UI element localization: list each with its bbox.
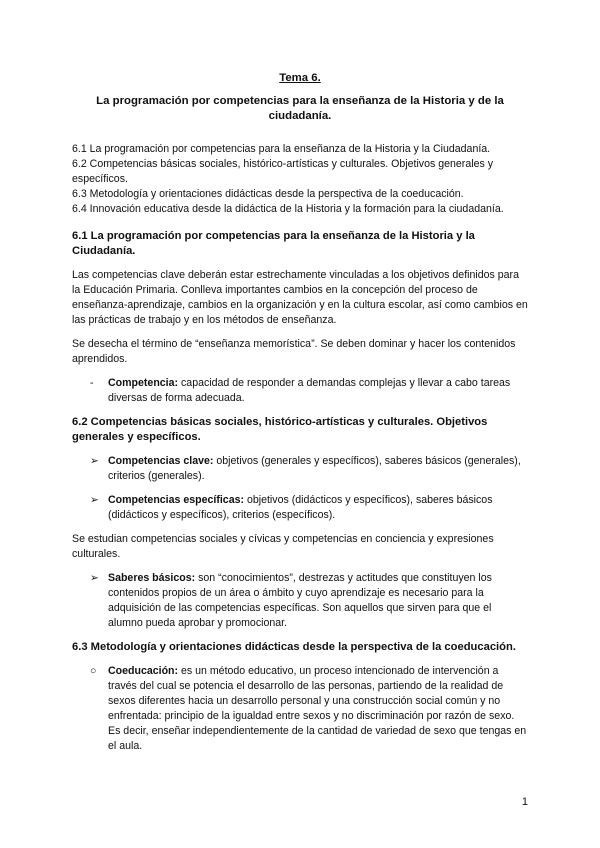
- bullet-text: son “conocimientos”, destrezas y actitudes que constituyen los contenidos propios de un área o ámbito y cuyo aprendizaje es necesario para la adquisición de las competencias específicas. Son aquellos que sirven para que el alumno pueda aprobar y promocionar.: [108, 572, 492, 629]
- toc-item: 6.4 Innovación educativa desde la didáctica de la Historia y la formación para la ciudadanía.: [72, 203, 504, 215]
- table-of-contents: [72, 142, 528, 217]
- bullet-term: Saberes básicos:: [108, 572, 196, 584]
- bullet-term: Competencias específicas:: [108, 494, 245, 506]
- page-number: 1: [521, 796, 528, 808]
- toc-item: 6.2 Competencias básicas sociales, histórico-artísticas y culturales. Objetivos generales y específicos.: [72, 158, 493, 185]
- section-heading-6-1: 6.1 La programación por competencias para la enseñanza de la Historia y la Ciudadanía.: [72, 230, 475, 257]
- arrow-bullet-icon: ➢: [90, 494, 99, 506]
- bullet-item: [72, 493, 528, 523]
- bullet-term: Competencias clave:: [108, 455, 214, 467]
- bullet-item: [72, 664, 528, 754]
- arrow-bullet-icon: ➢: [90, 572, 99, 584]
- bullet-text: capacidad de responder a demandas complejas y llevar a cabo tareas diversas de forma adecuada.: [108, 377, 511, 404]
- bullet-item: [72, 454, 528, 484]
- paragraph: Se estudian competencias sociales y cívicas y competencias en conciencia y expresiones culturales.: [72, 533, 494, 560]
- toc-item: 6.1 La programación por competencias para la enseñanza de la Historia y la Ciudadanía.: [72, 143, 491, 155]
- bullet-text: objetivos (generales y específicos), saberes básicos (generales), criterios (generales).: [108, 455, 521, 482]
- section-heading-6-3: 6.3 Metodología y orientaciones didácticas desde la perspectiva de la coeducación.: [72, 641, 516, 653]
- toc-item: 6.3 Metodología y orientaciones didácticas desde la perspectiva de la coeducación.: [72, 188, 464, 200]
- bullet-item: [72, 376, 528, 406]
- section-heading-6-2: 6.2 Competencias básicas sociales, histórico-artísticas y culturales. Objetivos generales y específicos.: [72, 416, 488, 443]
- paragraph: Las competencias clave deberán estar estrechamente vinculadas a los objetivos definidos para la Educación Primaria. Conlleva importantes cambios en la concepción del proceso de enseñanza-aprendizaje, cambios en la organización y en la cultura escolar, así como cambios en las prácticas de trabajo y en los métodos de enseñanza.: [72, 269, 528, 326]
- topic-title: Tema 6.: [279, 72, 321, 84]
- arrow-bullet-icon: ➢: [90, 455, 99, 467]
- paragraph: Se desecha el término de “enseñanza memorística”. Se deben dominar y hacer los contenidos aprendidos.: [72, 338, 516, 365]
- dash-bullet-icon: -: [90, 377, 94, 389]
- document-title: La programación por competencias para la enseñanza de la Historia y de la ciudadanía.: [96, 95, 504, 122]
- bullet-term: Coeducación:: [108, 665, 179, 677]
- circle-bullet-icon: ○: [90, 665, 97, 677]
- bullet-text: es un método educativo, un proceso intencionado de intervención a través del cual se potencia el desarrollo de las personas, partiendo de la realidad de sexos diferentes hacia un desarrollo personal y una construcción social común y no enfrentada: principio de la igualdad entre sexos y no discriminación por razón de sexo. Es decir, enseñar independientemente de la cantidad de variedad de sexo que tengas en el aula.: [108, 665, 527, 752]
- bullet-item: [72, 571, 528, 631]
- bullet-term: Competencia:: [108, 377, 179, 389]
- bullet-text: objetivos (didácticos y específicos), saberes básicos (didácticos y específicos), criterios (específicos).: [108, 494, 493, 521]
